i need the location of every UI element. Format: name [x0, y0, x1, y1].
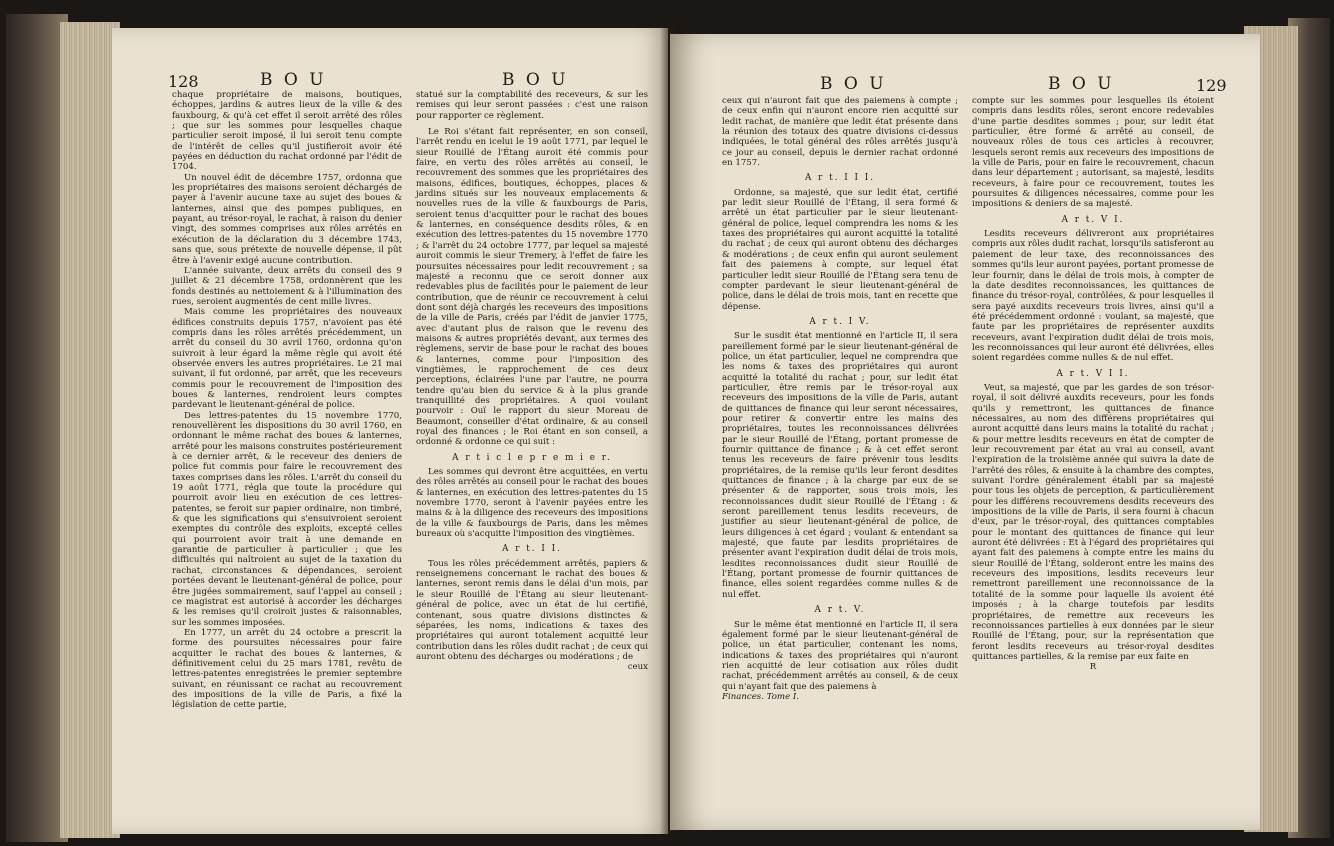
paragraph: chaque propriétaire de maisons, boutiques, échoppes, jardins & autres lieux de la ville & des fauxbourg, & qu'à cet effet il seroit arrêté des rôles ; que sur les sommes pour lesquelles chaque particulier seroit imposé, il lui seroit tenu compte de l'intérêt de celles qu'il justifieroit avoir été payées en déduction du rachat ordonné par l'édit de 1704. — [172, 90, 402, 173]
signature-mark: R — [1089, 662, 1097, 673]
paragraph: compte sur les sommes pour lesquelles ils étoient compris dans lesdits rôles, seront encore redevables d'une partie desdites sommes ; pour, sur ledit état particulier, être formé & arrêté au conseil, de nouveaux rôles de tous ces articles à recouvrer, lesquels seront remis aux receveurs des impositions de la ville de Paris, pour en faire le recouvrement, chacun dans leur département ; autorisant, sa majesté, lesdits receveurs, à faire pour ce recouvrement, toutes les poursuites & diligences nécessaires, comme pour les impositions & deniers de sa majesté. — [972, 96, 1214, 210]
article-heading: A r t. I I. — [502, 544, 562, 555]
article-text: Lesdits receveurs délivreront aux propriétaires compris aux rôles dudit rachat, lorsqu'ils satisferont au paiement de leur taxe, des reconnoissances des sommes qu'ils leur auront payées, portant promesse de leur fournir, dans le délai de trois mois, à compter de la date desdites reconnoissances, les quittances de finance du trésor-royal, contrôlées, & pour lesquelles il sera payé auxdits receveurs trois livres, ainsi qu'il a été précédemment ordonné : voulant, sa majesté, que faute par les propriétaires de représenter auxdits receveurs, avant l'expiration dudit délai de trois mois, les reconnoissances qui leur auront été délivrées, elles soient regardées comme nulles & de nul effet. — [972, 229, 1214, 364]
running-header-right: B O U — [1048, 74, 1115, 94]
article-heading: A r t. I I I. — [804, 173, 876, 184]
article-text: Les sommes qui devront être acquittées, en vertu des rôles arrêtés au conseil pour le rachat des boues & lanternes, en exécution des lettres-patentes du 15 novembre 1770, seront à l'avenir payées entre les mains & à la diligence des receveurs des impositions de la ville & fauxbourgs de Paris, dans les mêmes bureaux où s'acquitte l'imposition des vingtièmes. — [416, 467, 648, 540]
catchword: ceux — [627, 662, 648, 673]
article-heading: A r t. V I I. — [1056, 368, 1130, 379]
footer-signature: Finances. Tome I. — [722, 691, 800, 702]
article-text: Sur le susdit état mentionné en l'article II, il sera pareillement formé par le sieur lieutenant-général de police, un état particulier, lequel ne comprendra que les noms & taxes des propriétaires qui auront acquitté la totalité du rachat ; pour, sur ledit état particulier, être remis par le trésor-royal aux receveurs des impositions de la ville de Paris, autant de quittances de finance qui leur seront nécessaires, pour retirer & convertir entre les mains des propriétaires, toutes les reconnoissances délivrées par le sieur Rouillé de l'Étang, portant promesse de fournir quittance de finance ; & à cet effet seront tenus les receveurs de faire prévenir tous lesdits propriétaires, de la remise qu'ils leur feront desdites quittances de finance ; à la charge par eux de se présenter & de rapporter, sous trois mois, les reconnoissances dudit sieur Rouillé de l'Étang : & seront pareillement tenus lesdits receveurs, de justifier au sieur lieutenant-général de police, de leurs diligences à cet égard ; voulant & entendant sa majesté, que faute par lesdits propriétaires de présenter avant l'expiration dudit délai de trois mois, lesdites reconnoissances dudit sieur Rouillé de l'Étang, portant promesse de fournir quittances de finance, elles soient regardées comme nulles & de nul effet. — [722, 331, 958, 600]
article-text: Tous les rôles précédemment arrêtés, papiers & renseignemens concernant le rachat des boues & lanternes, seront remis dans le délai d'un mois, par le sieur Rouillé de l'Étang au sieur lieutenant-général de police, avec un état de lui certifié, contenant, sous quatre divisions distinctes & séparées, les noms, indications & taxes des propriétaires qui auront totalement acquitté leur contribution dans les rôles dudit rachat ; de ceux qui auront obtenu des décharges ou modérations ; de — [416, 558, 648, 662]
paragraph: statué sur la comptabilité des receveurs, & sur les remises qui leur seront passées : c'est une raison pour rapporter ce règlement. — [416, 90, 648, 121]
article-heading: A r t. V. — [814, 605, 866, 616]
right-column-1 — [722, 96, 958, 702]
paragraph: Un nouvel édit de décembre 1757, ordonna que les propriétaires des maisons seroient déchargés de payer à l'avenir aucune taxe au sujet des boues & lanternes, ainsi que des pompes publiques, en payant, au trésor-royal, le rachat, à raison du denier vingt, des sommes comprises aux rôles arrêtés en exécution de la déclaration du 3 décembre 1743, sans que, sous prétexte de nouvelle dépense, il pût être à l'avenir exigé aucune contribution. — [172, 172, 402, 266]
running-header-left: B O U — [260, 70, 327, 90]
page-number: 128 — [168, 72, 199, 91]
left-page — [112, 28, 668, 834]
paragraph: Mais comme les propriétaires des nouveaux édifices construits depuis 1757, n'avoient pas été compris dans les rôles arrêtés précédemment, un arrêt du conseil du 30 avril 1760, ordonna qu'on suivroit à leur égard la même règle qui avoit été observée envers les autres propriétaires. Le 21 mai suivant, il fut ordonné, par arrêt, que les receveurs commis pour le recouvrement de l'imposition des boues & lanternes, rendroient leurs comptes pardevant le lieutenant-général de police. — [172, 307, 402, 411]
paragraph: L'année suivante, deux arrêts du conseil des 9 juillet & 21 décembre 1758, ordonnèrent que les fonds destinés au nettoiement & à l'illumination des rues, seroient augmentés de cent mille livres. — [172, 265, 402, 307]
left-column-1 — [172, 90, 402, 711]
article-heading: A r t. V I. — [1061, 214, 1125, 225]
page-number: 129 — [1196, 76, 1227, 95]
article-heading: A r t. I V. — [809, 316, 871, 327]
right-column-2 — [972, 96, 1214, 673]
article-text: Veut, sa majesté, que par les gardes de son trésor-royal, il soit délivré auxdits receveurs, pour les fonds qu'ils y remettront, les quittances de finance nécessaires, au nom des différens propriétaires qui auront acquitté dans leurs mains la totalité du rachat ; & pour mettre lesdits receveurs en état de compter de leur recouvrement par état au vrai au conseil, avant l'expiration de la troisième année qui suivra la date de l'arrêté des rôles, & ensuite à la chambre des comptes, suivant l'ordre généralement établi par sa majesté pour tous les objets de perception, & particulièrement pour les différens recouvremens desdits receveurs des impositions de la ville de Paris, il sera fourni à chacun d'eux, par le trésor-royal, des quittances comptables pour le montant des quittances de finance qui leur auront été délivrées : Et à l'égard des propriétaires qui ayant fait des paiemens à compte entre les mains du sieur Rouillé de l'Étang, solderont entre les mains des receveurs des impositions, lesdits receveurs leur remettront pareillement une reconnoissance de la totalité de la somme pour laquelle ils avoient été imposés ; à la charge toutefois par lesdits propriétaires, de remettre aux receveurs les reconnoissances partielles à eux données par le sieur Rouillé de l'Étang, pour, sur la représentation que feront lesdits receveurs au trésor-royal desdites quittances partielles, & la remise par eux faite en — [972, 382, 1214, 662]
article-text: Sur le même état mentionné en l'article II, il sera également formé par le sieur lieutenant-général de police, un état particulier, contenant les noms, indications & taxes des propriétaires qui n'auront rien acquitté de leur cotisation aux rôles dudit rachat, précédemment arrêtés au conseil, & de ceux qui n'ayant fait que des paiemens à — [722, 619, 958, 692]
paragraph: Des lettres-patentes du 15 novembre 1770, renouvellèrent les dispositions du 30 avril 1760, en ordonnant le même rachat des boues & lanternes, arrêté pour les maisons construites postérieurement à ce dernier arrêt, & le receveur des deniers de police fut commis pour faire le recouvrement des taxes comprises dans les rôles. L'arrêt du conseil du 19 août 1771, régla que toute la procédure qui pourroit avoir lieu en exécution de ces lettres-patentes, se feroit sur papier ordinaire, non timbré, & que les significations qui s'ensuivroient seroient exemptes du contrôle des exploits, excepté celles qui pourroient avoir trait à une demande en garantie de particulier à particulier ; que les difficultés qui naîtroient au sujet de la taxation du rachat, circonstances & dépendances, seroient portées devant le lieutenant-général de police, pour être jugées sommairement, sauf l'appel au conseil ; ce magistrat est autorisé à accorder les décharges & les remises qu'il croiroit justes & raisonnables, sur les sommes imposées. — [172, 410, 402, 628]
book-cover-left — [6, 14, 68, 842]
article-heading: A r t i c l e p r e m i e r. — [452, 452, 612, 463]
running-header-left: B O U — [820, 74, 887, 94]
page-edges-left — [60, 22, 120, 838]
paragraph: ceux qui n'auront fait que des paiemens à compte ; de ceux enfin qui n'auront encore rien acquitté sur ledit rachat, de manière que ledit état présente dans la réunion des totaux des quatre divisions ci-dessus indiquées, le total général des rôles arrêtés jusqu'à ce jour au conseil, depuis le dernier rachat ordonné en 1757. — [722, 96, 958, 169]
right-page — [670, 34, 1260, 830]
article-text: Ordonne, sa majesté, que sur ledit état, certifié par ledit sieur Rouillé de l'Étang, il sera formé & arrêté un état particulier par le sieur lieutenant-général de police, lequel comprendra les noms & les taxes des propriétaires qui auront acquitté la totalité du rachat ; de ceux qui auront obtenu des décharges & modérations ; de ceux enfin qui auront seulement fait des paiemens à compte, sur lequel état particulier ledit sieur Rouillé de l'Étang sera tenu de compter pardevant le sieur lieutenant-général de police, dans le délai de trois mois, tant en recette que dépense. — [722, 187, 958, 312]
paragraph: En 1777, un arrêt du 24 octobre a prescrit la forme des poursuites nécessaires pour faire acquitter le rachat des boues & lanternes, & définitivement celui du 25 mars 1781, revêtu de lettres-patentes enregistrées le premier septembre suivant, en réunissant ce rachat au recouvrement des impositions de la ville de Paris, a fixé la législation de cette partie, — [172, 627, 402, 711]
page-footer — [722, 692, 958, 702]
left-column-2 — [416, 90, 648, 673]
paragraph: Le Roi s'étant fait représenter, en son conseil, l'arrêt rendu en icelui le 19 août 1771, par lequel le sieur Rouillé de l'Étang auroit été commis pour faire, en vertu des rôles arrêtés au conseil, le recouvrement des sommes que les propriétaires des maisons, édifices, boutiques, échoppes, places & jardins situés sur les nouveaux emplacements & nouvelles rues de la ville & fauxbourgs de Paris, seroient tenus d'acquitter pour le rachat des boues & lanternes, en conséquence desdits rôles, & en exécution des lettres-patentes du 15 novembre 1770 ; & l'arrêt du 24 octobre 1777, par lequel sa majesté auroit commis le sieur Tremery, à l'effet de faire les poursuites nécessaires pour ledit recouvrement ; sa majesté a reconnu que ce seroit donner aux redevables plus de facilités pour le paiement de leur contribution, que de réunir ce recouvrement à celui dont sont déjà chargés les receveurs des impositions de la ville de Paris, créés par l'édit de janvier 1775, avec d'autant plus de raison que le revenu des maisons & autres propriétés devant, aux termes des règlemens, servir de base pour le rachat des boues & lanternes, comme pour l'imposition des vingtièmes, le rapprochement de ces deux perceptions, éclairées l'une par l'autre, ne pourra tendre qu'au bien du service & à la plus grande tranquillité des propriétaires. A quoi voulant pourvoir : Ouï le rapport du sieur Moreau de Beaumont, conseiller d'état ordinaire, & au conseil royal des finances ; le Roi étant en son conseil, a ordonné & ordonne ce qui suit : — [416, 127, 648, 448]
running-header-right: B O U — [502, 70, 569, 90]
